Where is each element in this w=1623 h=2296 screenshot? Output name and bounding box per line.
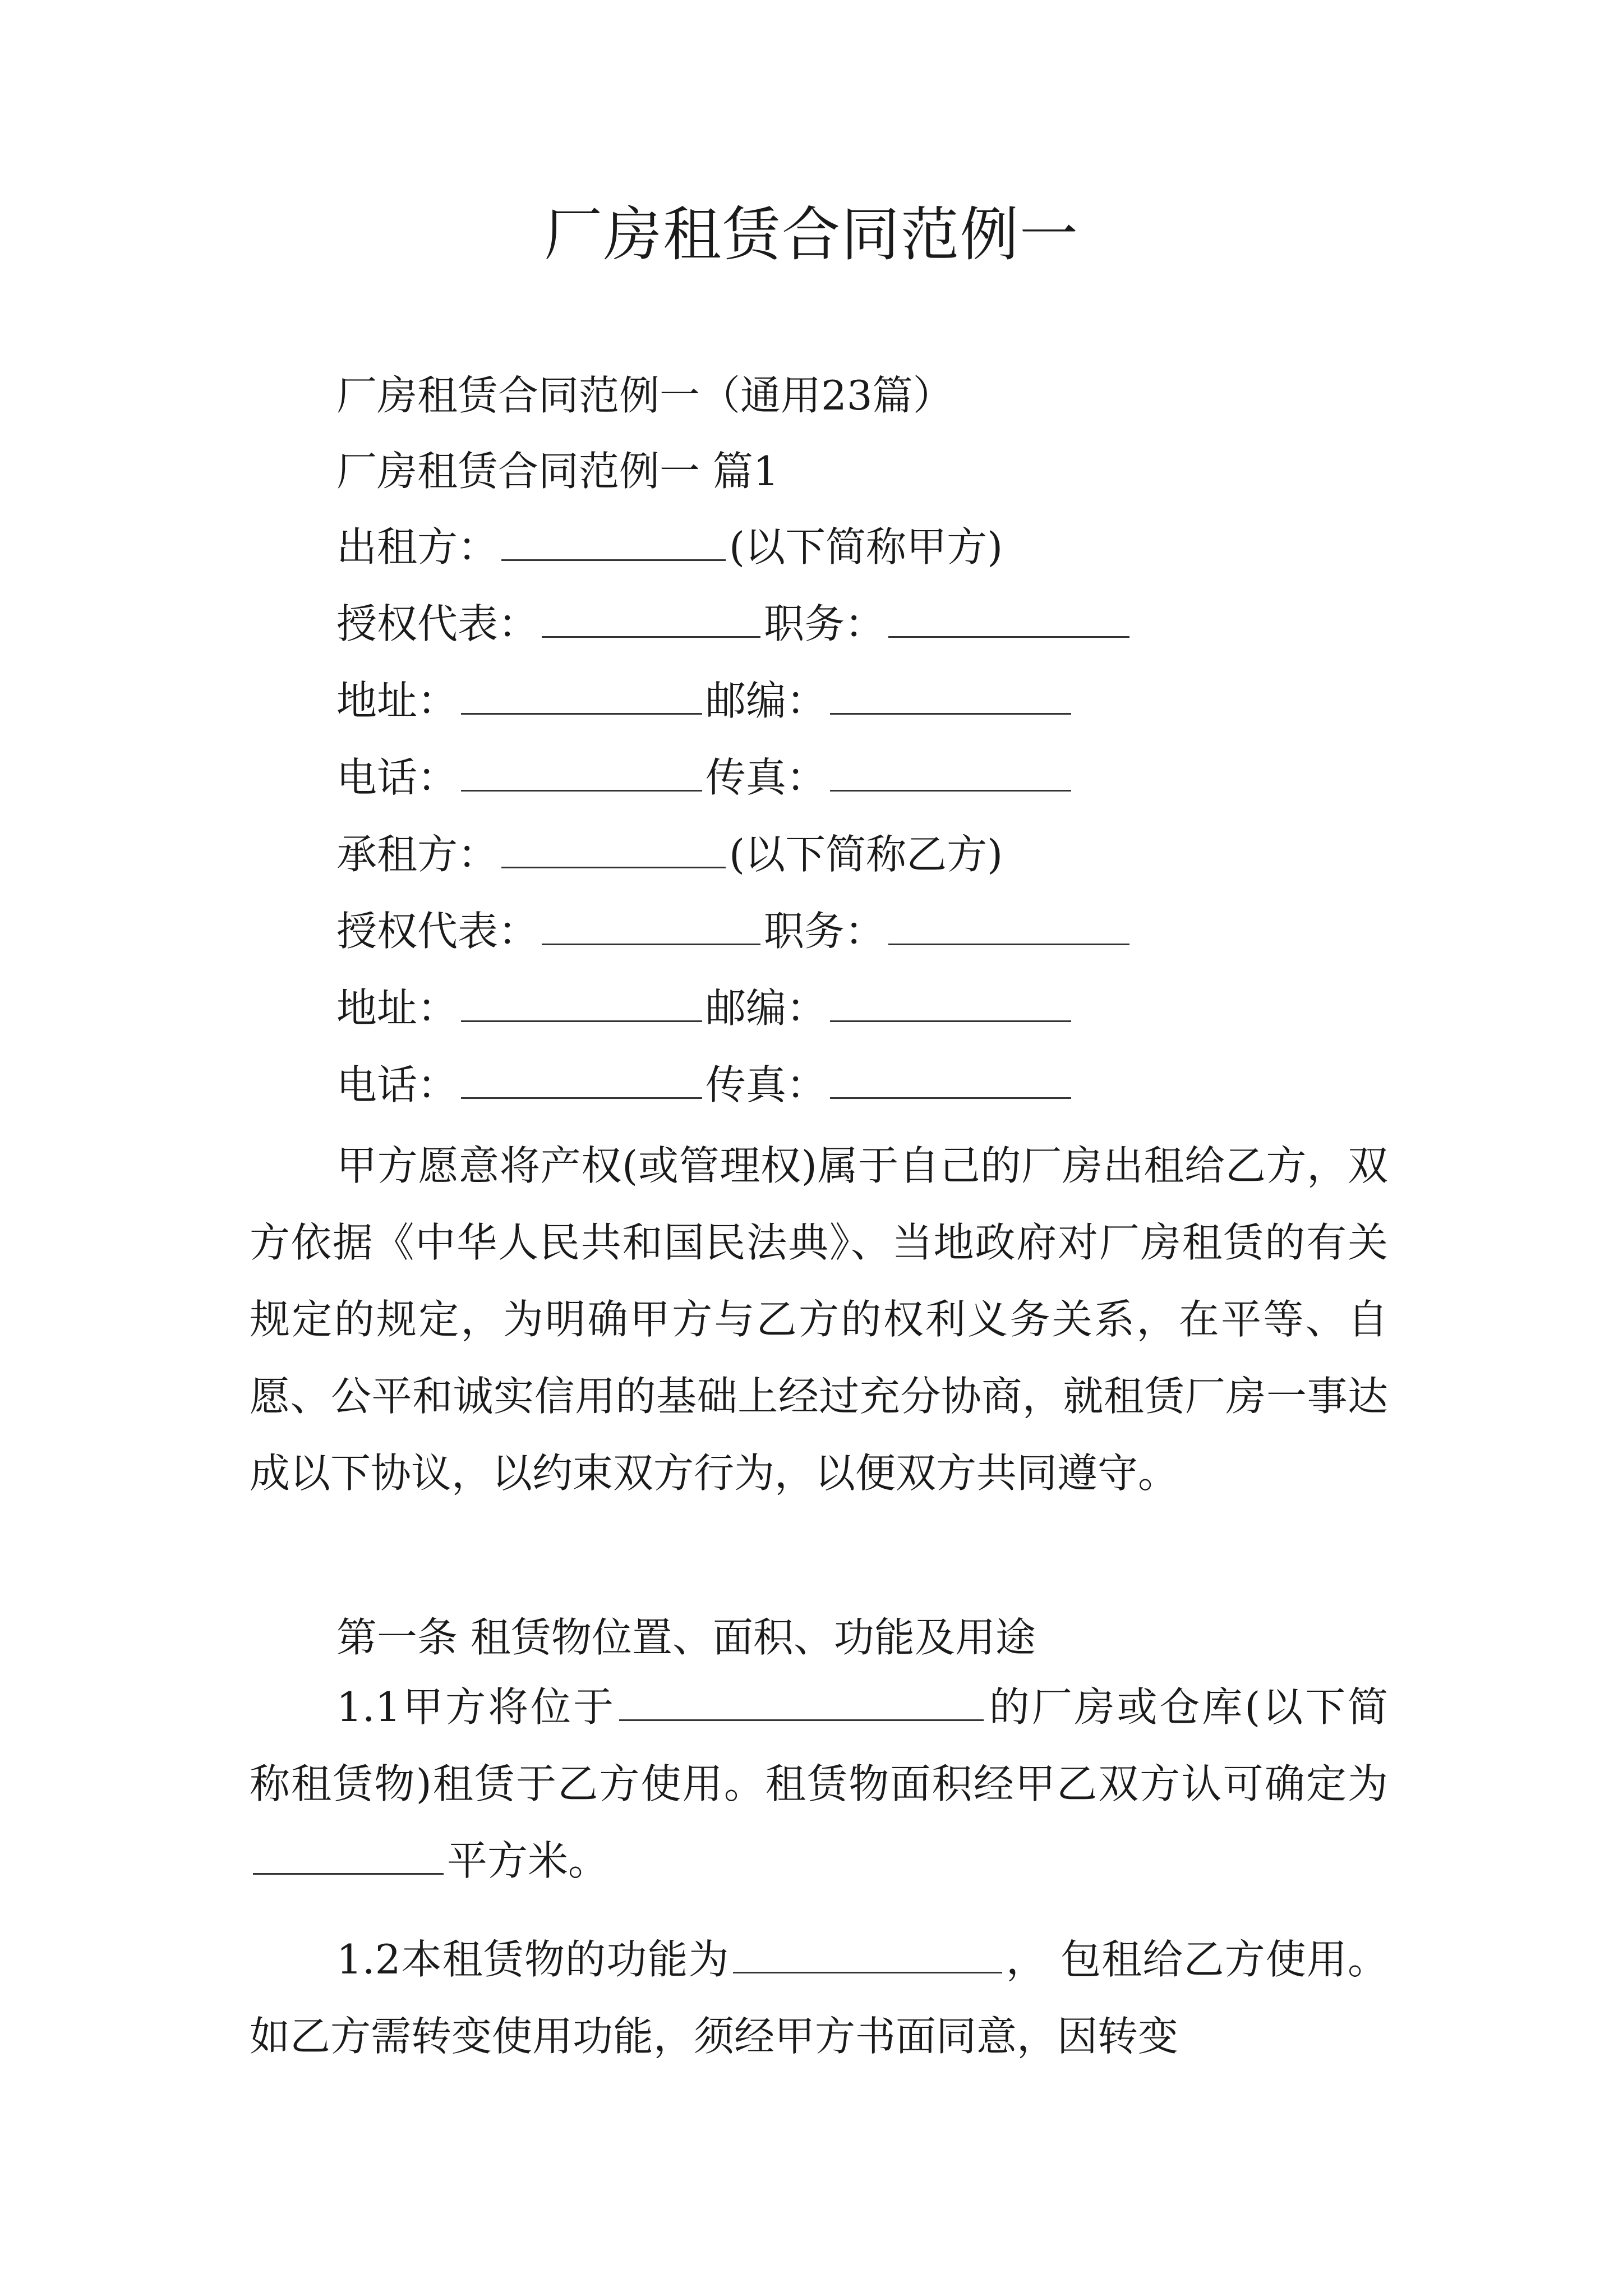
lessor-suffix: (以下简称甲方) xyxy=(729,523,1003,570)
clause-1-2-part-a: 1.2本租赁物的功能为 xyxy=(336,1936,730,1983)
tel-label: 电话： xyxy=(336,754,458,801)
addr-blank xyxy=(461,988,702,1022)
clause-1-2-part-b: ， 包租给乙方使用。如乙方需转变使用功能，须经甲方书面同意，因转变 xyxy=(250,1936,1388,2060)
lessor-label: 出租方： xyxy=(336,523,499,570)
area-blank xyxy=(253,1841,444,1875)
fax-label: 传真： xyxy=(706,754,827,801)
clause-1-2 xyxy=(250,1921,1388,2075)
tel-blank xyxy=(461,757,702,792)
clause-1-1-part-a: 1.1甲方将位于 xyxy=(336,1683,616,1731)
lessor-addr-line xyxy=(336,675,1075,726)
lessee-blank xyxy=(501,834,726,868)
rep-blank xyxy=(542,604,760,638)
rep-label: 授权代表： xyxy=(336,600,539,647)
lessee-rep-line xyxy=(336,906,1133,956)
lessee-suffix: (以下简称乙方) xyxy=(729,831,1003,878)
lessor-rep-line xyxy=(336,599,1133,649)
piece-heading: 厂房租赁合同范例一 篇1 xyxy=(336,448,779,495)
duty-blank xyxy=(888,604,1129,638)
lessor-tel-line xyxy=(336,752,1075,803)
zip-blank xyxy=(830,988,1071,1022)
fax-blank xyxy=(830,1065,1071,1099)
subtitle: 厂房租赁合同范例一（通用23篇） xyxy=(336,372,953,419)
lessor-line xyxy=(336,522,1003,572)
clause-1-1 xyxy=(250,1669,1388,1899)
function-blank xyxy=(733,1939,1002,1973)
fax-label: 传真： xyxy=(706,1061,827,1108)
clause-1-1-part-c: 平方米。 xyxy=(447,1837,609,1884)
document-title: 厂房租赁合同范例一 xyxy=(543,200,1079,269)
addr-label: 地址： xyxy=(336,984,458,1032)
fax-blank xyxy=(830,757,1071,792)
intro-paragraph: 甲方愿意将产权(或管理权)属于自己的厂房出租给乙方，双方依据《中华人民共和国民法典》、当地政府对厂房租赁的有关规定的规定，为明确甲方与乙方的权利义务关系，在平等、自愿、公平和诚实信用的基础上经过充分协商，就租赁厂房一事达成以下协议，以约束双方行为，以便双方共同遵守。 xyxy=(250,1142,1388,1497)
lessee-line xyxy=(336,829,1003,880)
duty-label: 职务： xyxy=(764,600,886,647)
tel-label: 电话： xyxy=(336,1061,458,1108)
rep-label: 授权代表： xyxy=(336,908,539,955)
addr-label: 地址： xyxy=(336,677,458,724)
clause-1-1-part-b: 的厂房或仓库(以下简称租赁物)租赁于乙方使用。租赁物面积经甲乙双方认可确定为 xyxy=(250,1683,1388,1807)
lessee-tel-line xyxy=(336,1060,1075,1110)
zip-label: 邮编： xyxy=(706,984,827,1032)
zip-label: 邮编： xyxy=(706,677,827,724)
addr-blank xyxy=(461,680,702,715)
zip-blank xyxy=(830,680,1071,715)
tel-blank xyxy=(461,1065,702,1099)
location-blank xyxy=(619,1687,984,1721)
lessee-addr-line xyxy=(336,983,1075,1033)
article-1-heading: 第一条 租赁物位置、面积、功能及用途 xyxy=(336,1614,1036,1661)
lessor-blank xyxy=(501,527,726,561)
duty-blank xyxy=(888,911,1129,945)
duty-label: 职务： xyxy=(764,908,886,955)
rep-blank xyxy=(542,911,760,945)
lessee-label: 承租方： xyxy=(336,831,499,878)
